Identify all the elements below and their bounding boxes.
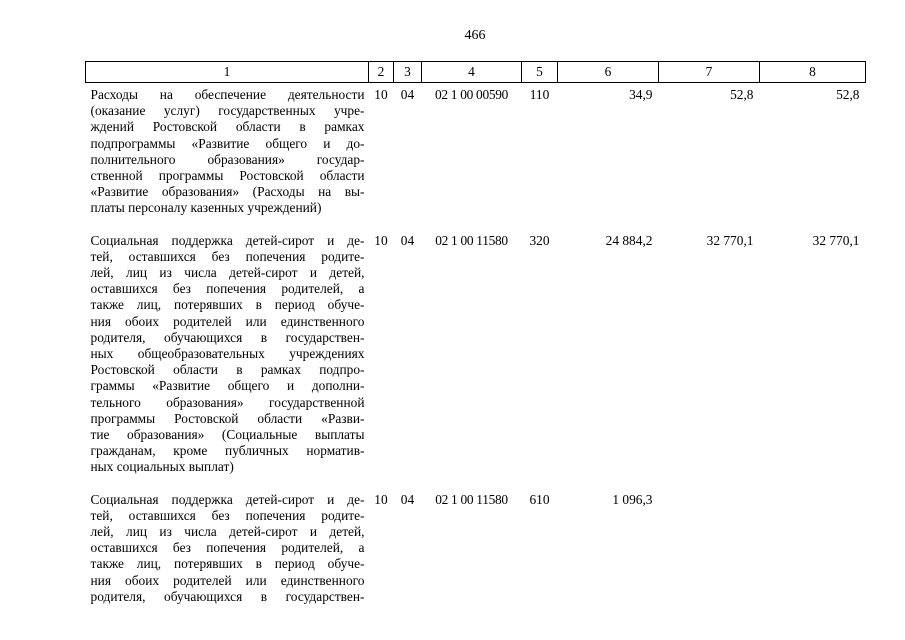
row-description — [86, 488, 369, 617]
description-line: оставшихся без попечения родителей, а — [90, 281, 365, 297]
description-line: ния обоих родителей или единственного — [90, 313, 365, 329]
expense-type-code: 110 — [529, 87, 550, 102]
expense-type-code: 610 — [529, 491, 550, 507]
description-line: тельного образования» государственной — [90, 394, 365, 410]
description-line: также лиц, потерявших в период обуче- — [90, 556, 365, 572]
column-header-4: 4 — [422, 62, 522, 83]
description-line: подпрограммы «Развитие общего и до- — [90, 135, 365, 151]
description-line: гражданам, кроме публичных норматив- — [90, 443, 365, 459]
description-line: «Развитие образования» (Расходы на вы- — [90, 184, 365, 200]
description-line: (оказание услуг) государственных учре- — [90, 103, 365, 119]
description-line: лей, лиц из числа детей-сирот и детей, — [90, 524, 365, 540]
table-header-row — [86, 62, 866, 83]
description-line: также лиц, потерявших в период обуче- — [90, 297, 365, 313]
description-line: родителя, обучающихся в государствен- — [90, 588, 365, 604]
description-line: программы Ростовской области «Разви- — [90, 410, 365, 426]
description-line: Социальная поддержка детей-сирот и де- — [90, 491, 365, 507]
column-header-1: 1 — [86, 62, 369, 83]
target-article-code: 02 1 00 11580 — [435, 232, 508, 248]
description-line: Расходы на обеспечение деятельности — [90, 87, 365, 102]
column-header-6: 6 — [558, 62, 659, 83]
description-line: оставшихся без попечения родителей, а — [90, 540, 365, 556]
description-line: ных общеобразовательных учреждениях — [90, 346, 365, 362]
column-header-3: 3 — [394, 62, 422, 83]
amount-col6: 1 096,3 — [612, 491, 653, 507]
amount-col6: 34,9 — [629, 87, 653, 102]
description-line: тей, оставшихся без попечения родите- — [90, 507, 365, 523]
amount-col8 — [760, 488, 866, 617]
subsection-code: 04 — [400, 491, 415, 507]
expense-type-code: 320 — [529, 232, 550, 248]
column-header-2: 2 — [369, 62, 394, 83]
row-description — [86, 83, 369, 229]
table-row — [86, 229, 866, 488]
column-header-5: 5 — [522, 62, 558, 83]
subsection-code: 04 — [400, 232, 415, 248]
section-code: 10 — [374, 232, 388, 248]
description-line: ственной программы Ростовской области — [90, 168, 365, 184]
subsection-code: 04 — [400, 87, 415, 102]
description-line: ных социальных выплат) — [90, 459, 234, 475]
description-line: Социальная поддержка детей-сирот и де- — [90, 232, 365, 248]
description-line: граммы «Развитие общего и дополни- — [90, 378, 365, 394]
description-line: тей, оставшихся без попечения родите- — [90, 248, 365, 264]
description-line: тие образования» (Социальные выплаты — [90, 427, 365, 443]
page-number: 466 — [464, 28, 486, 43]
description-line: Ростовской области в рамках подпро- — [90, 362, 365, 378]
amount-col8: 52,8 — [836, 87, 860, 102]
amount-col7: 52,8 — [730, 87, 754, 102]
description-line: лей, лиц из числа детей-сирот и детей, — [90, 265, 365, 281]
target-article-code: 02 1 00 11580 — [435, 491, 508, 507]
description-line: ния обоих родителей или единственного — [90, 572, 365, 588]
section-code: 10 — [374, 491, 388, 507]
budget-table — [85, 61, 866, 617]
description-line: ждений Ростовской области в рамках — [90, 119, 365, 135]
description-line: полнительного образования» государ- — [90, 151, 365, 167]
target-article-code: 02 1 00 00590 — [434, 87, 509, 102]
amount-col8: 32 770,1 — [812, 232, 860, 248]
description-line: платы персоналу казенных учреждений) — [90, 200, 322, 216]
table-row — [86, 83, 866, 229]
amount-col6: 24 884,2 — [605, 232, 653, 248]
column-header-8: 8 — [760, 62, 866, 83]
table-row — [86, 488, 866, 617]
row-description — [86, 229, 369, 488]
column-header-7: 7 — [659, 62, 760, 83]
amount-col7: 32 770,1 — [706, 232, 754, 248]
description-line: родителя, обучающихся в государствен- — [90, 329, 365, 345]
amount-col7 — [659, 488, 760, 617]
section-code: 10 — [374, 87, 388, 102]
